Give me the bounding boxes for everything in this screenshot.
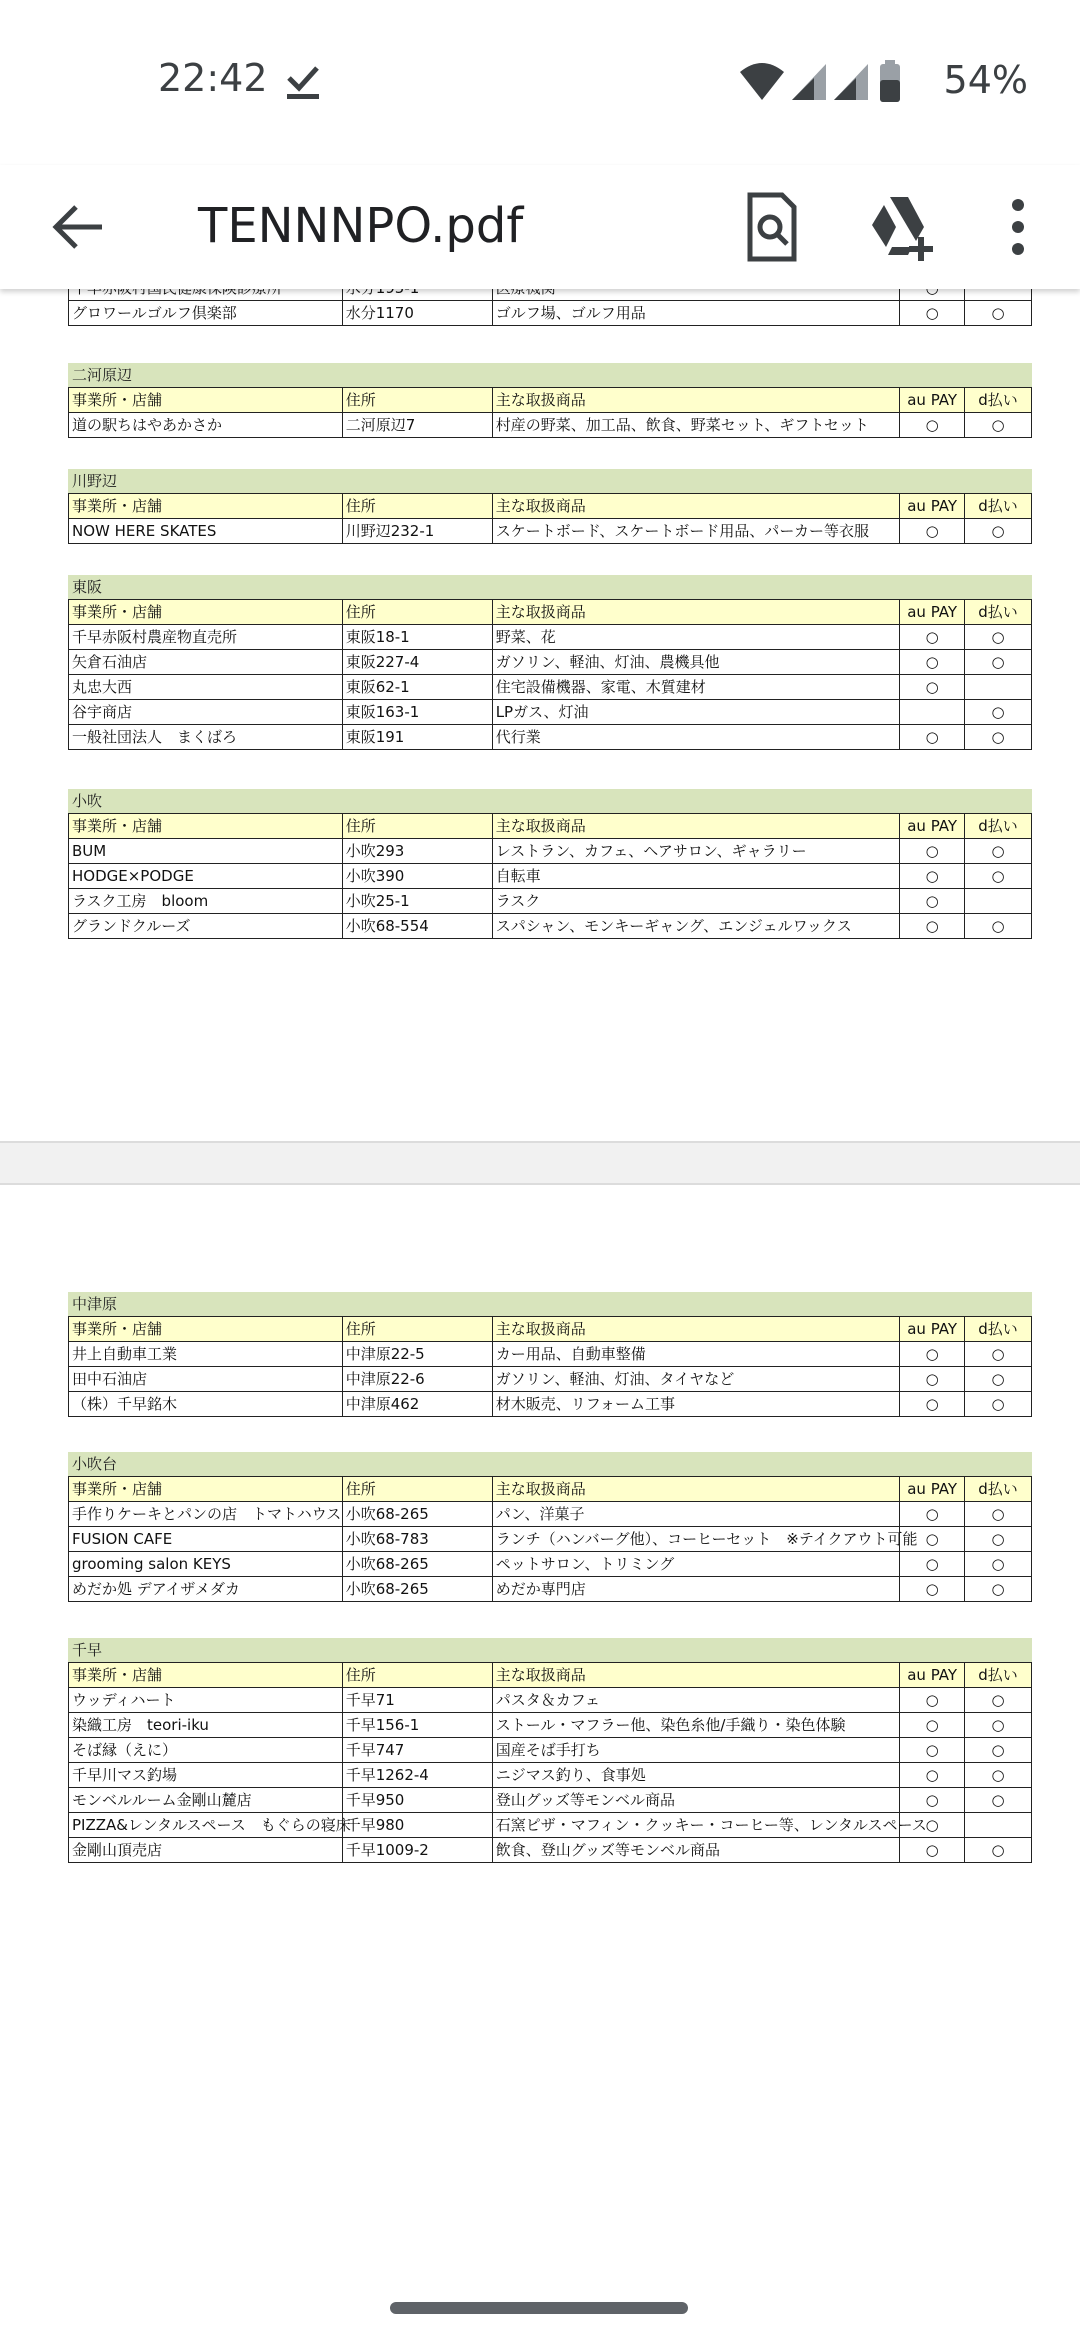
- header-goods: 主な取扱商品: [492, 1477, 900, 1502]
- au-pay-mark: ○: [900, 864, 965, 889]
- d-pay-mark: ○: [965, 864, 1032, 889]
- shop-table: [68, 599, 1032, 750]
- shop-name: ウッディハート: [69, 1688, 343, 1713]
- d-pay-mark: ○: [965, 1688, 1032, 1713]
- au-pay-mark: ○: [900, 1763, 965, 1788]
- d-pay-mark: ○: [965, 625, 1032, 650]
- shop-name: 田中石油店: [69, 1367, 343, 1392]
- d-pay-mark: ○: [965, 1838, 1032, 1863]
- shop-name: 金剛山頂売店: [69, 1838, 343, 1863]
- table-row: [69, 725, 1032, 750]
- shop-address: 二河原辺7: [342, 413, 492, 438]
- shop-goods: スケートボード、スケートボード用品、パーカー等衣服: [492, 519, 900, 544]
- header-goods: 主な取扱商品: [492, 1317, 900, 1342]
- table-row: [69, 1688, 1032, 1713]
- add-to-drive-button[interactable]: [862, 187, 942, 267]
- d-pay-mark: ○: [965, 839, 1032, 864]
- add-to-drive-icon: [862, 187, 942, 267]
- d-pay-mark: [965, 675, 1032, 700]
- header-address: 住所: [342, 600, 492, 625]
- shop-goods: LPガス、灯油: [492, 700, 900, 725]
- section-title: 中津原: [68, 1292, 1032, 1316]
- shop-name: PIZZA&レンタルスペース もぐらの寝床: [69, 1813, 343, 1838]
- table-header-row: [69, 600, 1032, 625]
- header-au-pay: au PAY: [900, 600, 965, 625]
- shop-address: 小吹68-554: [342, 914, 492, 939]
- table-row: [69, 1552, 1032, 1577]
- shop-address: 小吹293: [342, 839, 492, 864]
- section-4: [68, 789, 1032, 939]
- table-row: [69, 413, 1032, 438]
- d-pay-mark: ○: [965, 725, 1032, 750]
- shop-address: 千早747: [342, 1738, 492, 1763]
- home-indicator[interactable]: [390, 2302, 688, 2314]
- au-pay-mark: ○: [900, 1738, 965, 1763]
- header-au-pay: au PAY: [900, 494, 965, 519]
- d-pay-mark: [965, 889, 1032, 914]
- au-pay-mark: [900, 700, 965, 725]
- shop-name: そば縁（えに）: [69, 1738, 343, 1763]
- table-header-row: [69, 388, 1032, 413]
- shop-goods: レストラン、カフェ、ヘアサロン、ギャラリー: [492, 839, 900, 864]
- shop-goods: 代行業: [492, 725, 900, 750]
- shop-address: 小吹68-265: [342, 1577, 492, 1602]
- header-au-pay: au PAY: [900, 1477, 965, 1502]
- table-row: [69, 1392, 1032, 1417]
- status-time: 22:42: [158, 56, 268, 100]
- header-address: 住所: [342, 494, 492, 519]
- header-address: 住所: [342, 388, 492, 413]
- shop-table: [68, 493, 1032, 544]
- d-pay-mark: ○: [965, 1527, 1032, 1552]
- table-row: [69, 519, 1032, 544]
- table-row: [69, 650, 1032, 675]
- header-name: 事業所・店舗: [69, 814, 343, 839]
- au-pay-mark: ○: [900, 1838, 965, 1863]
- shop-table: [68, 1662, 1032, 1863]
- header-goods: 主な取扱商品: [492, 388, 900, 413]
- shop-table: [68, 387, 1032, 438]
- table-header-row: [69, 494, 1032, 519]
- au-pay-mark: ○: [900, 1502, 965, 1527]
- section-title: 東阪: [68, 575, 1032, 599]
- d-pay-mark: ○: [965, 1738, 1032, 1763]
- d-pay-mark: ○: [965, 1342, 1032, 1367]
- au-pay-mark: ○: [900, 1342, 965, 1367]
- header-name: 事業所・店舗: [69, 1477, 343, 1502]
- shop-name: 千早川マス釣場: [69, 1763, 343, 1788]
- table-header-row: [69, 1317, 1032, 1342]
- au-pay-mark: ○: [900, 1392, 965, 1417]
- section-title: 小吹台: [68, 1452, 1032, 1476]
- d-pay-mark: ○: [965, 1367, 1032, 1392]
- au-pay-mark: ○: [900, 625, 965, 650]
- table-row: [69, 1813, 1032, 1838]
- shop-address: 中津原22-6: [342, 1367, 492, 1392]
- shop-table: [68, 1476, 1032, 1602]
- shop-name: FUSION CAFE: [69, 1527, 343, 1552]
- shop-name: 千早赤阪村農産物直売所: [69, 625, 343, 650]
- header-name: 事業所・店舗: [69, 494, 343, 519]
- shop-name: モンベルルーム金剛山麓店: [69, 1788, 343, 1813]
- header-address: 住所: [342, 1477, 492, 1502]
- shop-goods: パン、洋菓子: [492, 1502, 900, 1527]
- au-pay-mark: ○: [900, 519, 965, 544]
- header-name: 事業所・店舗: [69, 1663, 343, 1688]
- shop-goods: ガソリン、軽油、灯油、農機具他: [492, 650, 900, 675]
- table-row: [69, 1502, 1032, 1527]
- header-d-pay: d払い: [965, 1317, 1032, 1342]
- search-in-document-button[interactable]: [732, 187, 812, 267]
- shop-address: 小吹68-265: [342, 1552, 492, 1577]
- status-bar: [0, 0, 1080, 165]
- battery-percentage: 54%: [943, 58, 1028, 102]
- header-address: 住所: [342, 1663, 492, 1688]
- section-6: [68, 1452, 1032, 1602]
- shop-goods: 自転車: [492, 864, 900, 889]
- au-pay-mark: ○: [900, 1527, 965, 1552]
- shop-name: HODGE×PODGE: [69, 864, 343, 889]
- shop-goods: ゴルフ場、ゴルフ用品: [492, 301, 900, 326]
- shop-table: [68, 1316, 1032, 1417]
- shop-goods: めだか専門店: [492, 1577, 900, 1602]
- header-au-pay: au PAY: [900, 814, 965, 839]
- header-name: 事業所・店舗: [69, 1317, 343, 1342]
- table-row: [69, 914, 1032, 939]
- shop-address: 小吹25-1: [342, 889, 492, 914]
- page-separator: [0, 1141, 1080, 1185]
- shop-address: 小吹68-783: [342, 1527, 492, 1552]
- header-au-pay: au PAY: [900, 388, 965, 413]
- section-7: [68, 1638, 1032, 1863]
- d-pay-mark: ○: [965, 301, 1032, 326]
- shop-address: 東阪191: [342, 725, 492, 750]
- header-d-pay: d払い: [965, 1477, 1032, 1502]
- shop-address: 中津原462: [342, 1392, 492, 1417]
- header-d-pay: d払い: [965, 388, 1032, 413]
- table-row: [69, 1788, 1032, 1813]
- au-pay-mark: ○: [900, 413, 965, 438]
- section-2: [68, 469, 1032, 544]
- shop-goods: 登山グッズ等モンベル商品: [492, 1788, 900, 1813]
- header-d-pay: d払い: [965, 814, 1032, 839]
- au-pay-mark: ○: [900, 889, 965, 914]
- shop-address: 千早980: [342, 1813, 492, 1838]
- table-row: [69, 625, 1032, 650]
- shop-name: 染織工房 teori-iku: [69, 1713, 343, 1738]
- table-header-row: [69, 814, 1032, 839]
- shop-address: 川野辺232-1: [342, 519, 492, 544]
- d-pay-mark: ○: [965, 700, 1032, 725]
- d-pay-mark: ○: [965, 1392, 1032, 1417]
- d-pay-mark: ○: [965, 1788, 1032, 1813]
- table-row: [69, 1763, 1032, 1788]
- header-address: 住所: [342, 1317, 492, 1342]
- header-name: 事業所・店舗: [69, 600, 343, 625]
- header-address: 住所: [342, 814, 492, 839]
- au-pay-mark: ○: [900, 650, 965, 675]
- arrow-back-icon: [40, 187, 120, 267]
- shop-address: 東阪227-4: [342, 650, 492, 675]
- shop-goods: ラスク: [492, 889, 900, 914]
- header-d-pay: d払い: [965, 1663, 1032, 1688]
- table-row: [69, 1342, 1032, 1367]
- section-1: [68, 363, 1032, 438]
- shop-name: 谷宇商店: [69, 700, 343, 725]
- d-pay-mark: ○: [965, 1502, 1032, 1527]
- table-row: [69, 301, 1032, 326]
- shop-goods: ガソリン、軽油、灯油、タイヤなど: [492, 1367, 900, 1392]
- table-row: [69, 1838, 1032, 1863]
- shop-goods: 材木販売、リフォーム工事: [492, 1392, 900, 1417]
- shop-name: BUM: [69, 839, 343, 864]
- shop-name: grooming salon KEYS: [69, 1552, 343, 1577]
- au-pay-mark: ○: [900, 1577, 965, 1602]
- battery-icon: [880, 60, 900, 102]
- table-row: [69, 1527, 1032, 1552]
- shop-address: 千早1262-4: [342, 1763, 492, 1788]
- shop-address: 小吹68-265: [342, 1502, 492, 1527]
- shop-name: 丸忠大西: [69, 675, 343, 700]
- header-goods: 主な取扱商品: [492, 814, 900, 839]
- section-5: [68, 1292, 1032, 1417]
- au-pay-mark: ○: [900, 1688, 965, 1713]
- shop-name: 井上自動車工業: [69, 1342, 343, 1367]
- shop-address: 東阪62-1: [342, 675, 492, 700]
- shop-goods: 国産そば手打ち: [492, 1738, 900, 1763]
- wifi-icon: [740, 63, 784, 100]
- more-vert-icon: [978, 187, 1058, 267]
- shop-address: 千早156-1: [342, 1713, 492, 1738]
- header-au-pay: au PAY: [900, 1317, 965, 1342]
- section-title: 二河原辺: [68, 363, 1032, 387]
- download-done-icon: [285, 62, 321, 102]
- shop-goods: カー用品、自動車整備: [492, 1342, 900, 1367]
- shop-name: （株）千早銘木: [69, 1392, 343, 1417]
- shop-goods: スパシャン、モンキーギャング、エンジェルワックス: [492, 914, 900, 939]
- header-d-pay: d払い: [965, 494, 1032, 519]
- au-pay-mark: ○: [900, 1788, 965, 1813]
- shop-goods: 飲食、登山グッズ等モンベル商品: [492, 1838, 900, 1863]
- shop-address: 東阪163-1: [342, 700, 492, 725]
- shop-address: 水分1170: [342, 301, 492, 326]
- shop-goods: 野菜、花: [492, 625, 900, 650]
- shop-name: 道の駅ちはやあかさか: [69, 413, 343, 438]
- d-pay-mark: ○: [965, 1763, 1032, 1788]
- table-row: [69, 864, 1032, 889]
- d-pay-mark: ○: [965, 1713, 1032, 1738]
- d-pay-mark: ○: [965, 519, 1032, 544]
- shop-name: 一般社団法人 まくばろ: [69, 725, 343, 750]
- shop-goods: 村産の野菜、加工品、飲食、野菜セット、ギフトセット: [492, 413, 900, 438]
- d-pay-mark: [965, 1813, 1032, 1838]
- shop-goods: 住宅設備機器、家電、木質建材: [492, 675, 900, 700]
- shop-name: グロワールゴルフ倶楽部: [69, 301, 343, 326]
- header-d-pay: d払い: [965, 600, 1032, 625]
- shop-goods: ペットサロン、トリミング: [492, 1552, 900, 1577]
- table-row: [69, 1367, 1032, 1392]
- header-name: 事業所・店舗: [69, 388, 343, 413]
- shop-name: めだか処 デアイザメダカ: [69, 1577, 343, 1602]
- more-options-button[interactable]: [978, 187, 1058, 267]
- header-goods: 主な取扱商品: [492, 494, 900, 519]
- shop-address: 中津原22-5: [342, 1342, 492, 1367]
- status-icons: [740, 58, 1080, 108]
- au-pay-mark: ○: [900, 301, 965, 326]
- d-pay-mark: ○: [965, 413, 1032, 438]
- document-title: TENNNPO.pdf: [198, 198, 524, 254]
- shop-goods: パスタ＆カフェ: [492, 1688, 900, 1713]
- table-row: [69, 700, 1032, 725]
- table-row: [69, 889, 1032, 914]
- au-pay-mark: ○: [900, 1713, 965, 1738]
- au-pay-mark: ○: [900, 839, 965, 864]
- find-in-page-icon: [732, 187, 812, 267]
- au-pay-mark: ○: [900, 675, 965, 700]
- header-goods: 主な取扱商品: [492, 600, 900, 625]
- section-title: 千早: [68, 1638, 1032, 1662]
- au-pay-mark: ○: [900, 1367, 965, 1392]
- shop-address: 小吹390: [342, 864, 492, 889]
- d-pay-mark: ○: [965, 914, 1032, 939]
- table-header-row: [69, 1663, 1032, 1688]
- back-button[interactable]: [40, 187, 120, 267]
- d-pay-mark: ○: [965, 1552, 1032, 1577]
- shop-goods: ストール・マフラー他、染色糸他/手織り・染色体験: [492, 1713, 900, 1738]
- app-bar: [0, 165, 1080, 289]
- shop-name: NOW HERE SKATES: [69, 519, 343, 544]
- header-au-pay: au PAY: [900, 1663, 965, 1688]
- shop-address: 千早950: [342, 1788, 492, 1813]
- shop-name: グランドクルーズ: [69, 914, 343, 939]
- shop-goods: 石窯ピザ・マフィン・クッキー・コーヒー等、レンタルスペース: [492, 1813, 900, 1838]
- pdf-viewer[interactable]: [0, 289, 1080, 2340]
- shop-address: 東阪18-1: [342, 625, 492, 650]
- d-pay-mark: ○: [965, 1577, 1032, 1602]
- shop-name: ラスク工房 bloom: [69, 889, 343, 914]
- cell-signal-icon: [792, 64, 868, 100]
- shop-goods: ランチ（ハンバーグ他）、コーヒーセット ※テイクアウト可能: [492, 1527, 900, 1552]
- table-row: [69, 675, 1032, 700]
- header-goods: 主な取扱商品: [492, 1663, 900, 1688]
- table-row: [69, 1738, 1032, 1763]
- shop-address: 千早71: [342, 1688, 492, 1713]
- table-row: [69, 1577, 1032, 1602]
- shop-name: 手作りケーキとパンの店 トマトハウス: [69, 1502, 343, 1527]
- section-3: [68, 575, 1032, 750]
- shop-goods: ニジマス釣り、食事処: [492, 1763, 900, 1788]
- section-title: 小吹: [68, 789, 1032, 813]
- table-row: [69, 839, 1032, 864]
- au-pay-mark: ○: [900, 1813, 965, 1838]
- section-title: 川野辺: [68, 469, 1032, 493]
- shop-name: 矢倉石油店: [69, 650, 343, 675]
- au-pay-mark: ○: [900, 1552, 965, 1577]
- au-pay-mark: ○: [900, 725, 965, 750]
- shop-table: [68, 813, 1032, 939]
- table-row: [69, 1713, 1032, 1738]
- shop-address: 千早1009-2: [342, 1838, 492, 1863]
- d-pay-mark: ○: [965, 650, 1032, 675]
- table-header-row: [69, 1477, 1032, 1502]
- au-pay-mark: ○: [900, 914, 965, 939]
